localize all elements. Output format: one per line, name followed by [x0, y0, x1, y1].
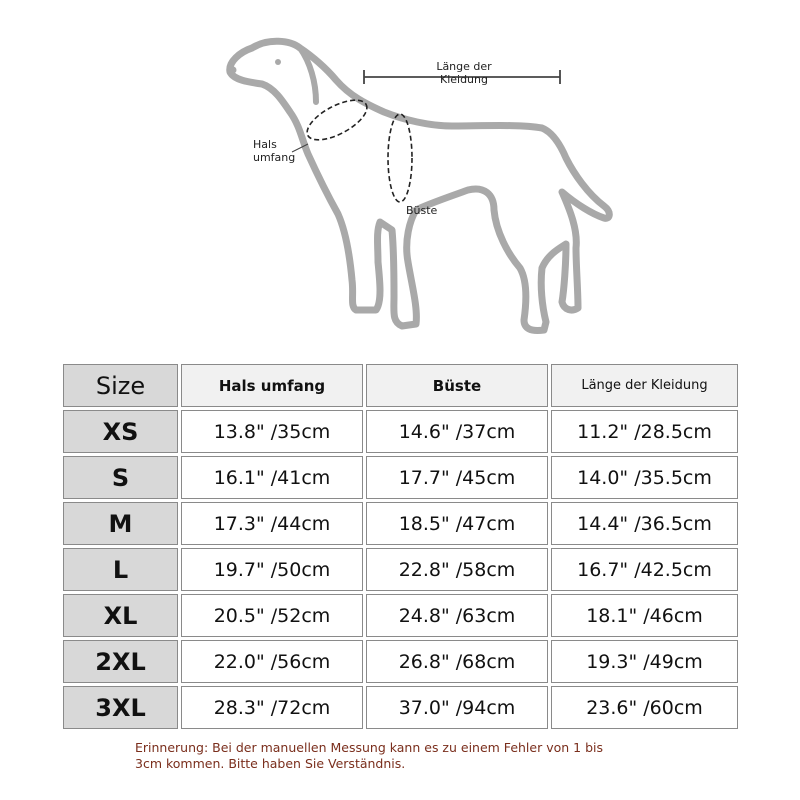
chest-cell: 14.6" /37cm	[366, 410, 548, 453]
size-cell: S	[63, 456, 178, 499]
neck-cell: 28.3" /72cm	[181, 686, 363, 729]
neck-cell: 16.1" /41cm	[181, 456, 363, 499]
length-label-line2: Kleidung	[439, 73, 488, 86]
header-size: Size	[63, 364, 178, 407]
header-length: Länge der Kleidung	[551, 364, 738, 407]
table-row	[63, 548, 738, 591]
length-label-line1: Länge der	[436, 60, 492, 73]
neck-label-line2: umfang	[253, 151, 296, 164]
size-cell: XL	[63, 594, 178, 637]
neck-label	[253, 138, 295, 164]
length-cell: 16.7" /42.5cm	[551, 548, 738, 591]
length-cell: 14.0" /35.5cm	[551, 456, 738, 499]
table-row	[63, 640, 738, 683]
chest-cell: 18.5" /47cm	[366, 502, 548, 545]
length-label	[424, 60, 504, 86]
header-neck: Hals umfang	[181, 364, 363, 407]
chest-cell: 24.8" /63cm	[366, 594, 548, 637]
dog-outline-icon	[0, 0, 800, 350]
table-row	[63, 502, 738, 545]
note-line2: 3cm kommen. Bitte haben Sie Verständnis.	[135, 756, 406, 771]
measurement-note	[135, 740, 735, 772]
table-row	[63, 456, 738, 499]
neck-cell: 17.3" /44cm	[181, 502, 363, 545]
chest-label: Büste	[406, 204, 438, 217]
note-line1: Erinnerung: Bei der manuellen Messung kann es zu einem Fehler von 1 bis	[135, 740, 603, 755]
length-cell: 23.6" /60cm	[551, 686, 738, 729]
size-cell: L	[63, 548, 178, 591]
dog-measurement-figure	[0, 0, 800, 350]
length-cell: 11.2" /28.5cm	[551, 410, 738, 453]
size-table	[60, 361, 741, 732]
size-cell: XS	[63, 410, 178, 453]
length-cell: 14.4" /36.5cm	[551, 502, 738, 545]
length-cell: 18.1" /46cm	[551, 594, 738, 637]
table-row	[63, 594, 738, 637]
neck-cell: 20.5" /52cm	[181, 594, 363, 637]
size-cell: 2XL	[63, 640, 178, 683]
length-cell: 19.3" /49cm	[551, 640, 738, 683]
size-cell: 3XL	[63, 686, 178, 729]
chest-cell: 26.8" /68cm	[366, 640, 548, 683]
table-row	[63, 410, 738, 453]
chest-cell: 37.0" /94cm	[366, 686, 548, 729]
neck-cell: 13.8" /35cm	[181, 410, 363, 453]
table-row	[63, 686, 738, 729]
header-chest: Büste	[366, 364, 548, 407]
header-row	[63, 364, 738, 407]
chest-cell: 22.8" /58cm	[366, 548, 548, 591]
neck-cell: 22.0" /56cm	[181, 640, 363, 683]
size-cell: M	[63, 502, 178, 545]
chest-cell: 17.7" /45cm	[366, 456, 548, 499]
neck-cell: 19.7" /50cm	[181, 548, 363, 591]
neck-label-line1: Hals	[253, 138, 277, 151]
